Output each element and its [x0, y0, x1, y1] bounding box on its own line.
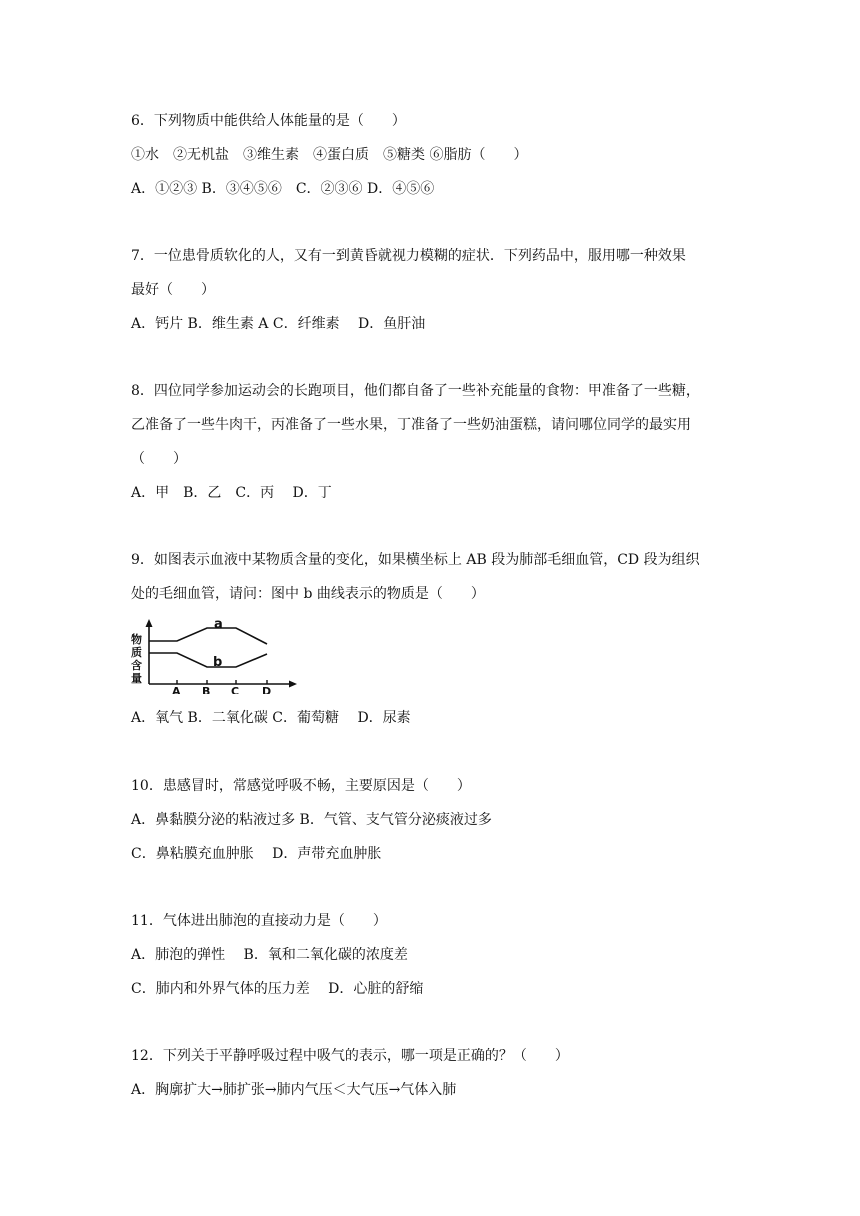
question-8-options: A．甲 B．乙 C．丙 D．丁: [131, 485, 332, 501]
y-axis-label-char-3: 含: [131, 659, 142, 672]
curve-a-label: a: [214, 617, 223, 632]
y-axis-label-char-1: 物: [131, 633, 142, 646]
x-tick-label-c: C: [231, 685, 240, 694]
question-7-options: A．钙片 B．维生素 A C．纤维素 D．鱼肝油: [131, 316, 426, 332]
curve-b-label: b: [213, 655, 223, 670]
question-12-stem: 12．下列关于平静呼吸过程中吸气的表示，哪一项是正确的？（ ）: [131, 1048, 569, 1064]
question-6-options: A．①②③ B．③④⑤⑥ C．②③⑥ D．④⑤⑥: [131, 181, 435, 197]
question-7-stem-line-1: 7．一位患骨质软化的人，又有一到黄昏就视力模糊的症状．下列药品中，服用哪一种效果: [131, 248, 686, 264]
question-12-option-a: A．胸廓扩大→肺扩张→肺内气压＜大气压→气体入肺: [131, 1082, 457, 1098]
curve-b: [149, 653, 267, 667]
x-tick-label-a: A: [172, 685, 181, 694]
x-tick-label-b: B: [202, 685, 211, 694]
question-9-stem-line-1: 9．如图表示血液中某物质含量的变化，如果横坐标上 AB 段为肺部毛细血管，CD 段为组织: [131, 552, 700, 568]
blood-substance-graph: [129, 614, 301, 694]
question-8-stem-line-2: 乙准备了一些牛肉干，丙准备了一些水果，丁准备了一些奶油蛋糕，请问哪位同学的最实用: [131, 417, 691, 433]
question-10-stem: 10．患感冒时，常感觉呼吸不畅，主要原因是（ ）: [131, 778, 471, 794]
question-10-options-line-2: C．鼻粘膜充血肿胀 D．声带充血肿胀: [131, 846, 382, 862]
question-9-stem-line-2: 处的毛细血管，请问：图中 b 曲线表示的物质是（ ）: [131, 586, 485, 602]
question-7-stem-line-2: 最好（ ）: [131, 282, 215, 298]
y-axis-label-char-4: 量: [131, 672, 142, 685]
question-6-stem: 6．下列物质中能供给人体能量的是（ ）: [131, 113, 406, 129]
question-11-options-line-1: A．肺泡的弹性 B．氧和二氧化碳的浓度差: [131, 947, 408, 963]
question-8-stem-line-1: 8．四位同学参加运动会的长跑项目，他们都自备了一些补充能量的食物：甲准备了一些糖，: [131, 383, 700, 399]
question-10-options-line-1: A．鼻黏膜分泌的粘液过多 B．气管、支气管分泌痰液过多: [131, 812, 492, 828]
x-tick-label-d: D: [262, 685, 272, 694]
y-axis-label-char-2: 质: [131, 646, 142, 659]
y-axis-arrow: [146, 619, 153, 627]
question-9-options: A．氧气 B．二氧化碳 C．葡萄糖 D．尿素: [131, 710, 411, 726]
question-6-items: ①水 ②无机盐 ③维生素 ④蛋白质 ⑤糖类 ⑥脂肪（ ）: [131, 147, 528, 163]
question-11-stem: 11．气体进出肺泡的直接动力是（ ）: [131, 913, 387, 929]
x-axis-arrow: [289, 681, 297, 688]
curve-a: [149, 628, 267, 644]
question-8-stem-line-3: （ ）: [131, 451, 187, 467]
blood-substance-figure: [129, 614, 301, 694]
question-11-options-line-2: C．肺内和外界气体的压力差 D．心脏的舒缩: [131, 981, 424, 997]
